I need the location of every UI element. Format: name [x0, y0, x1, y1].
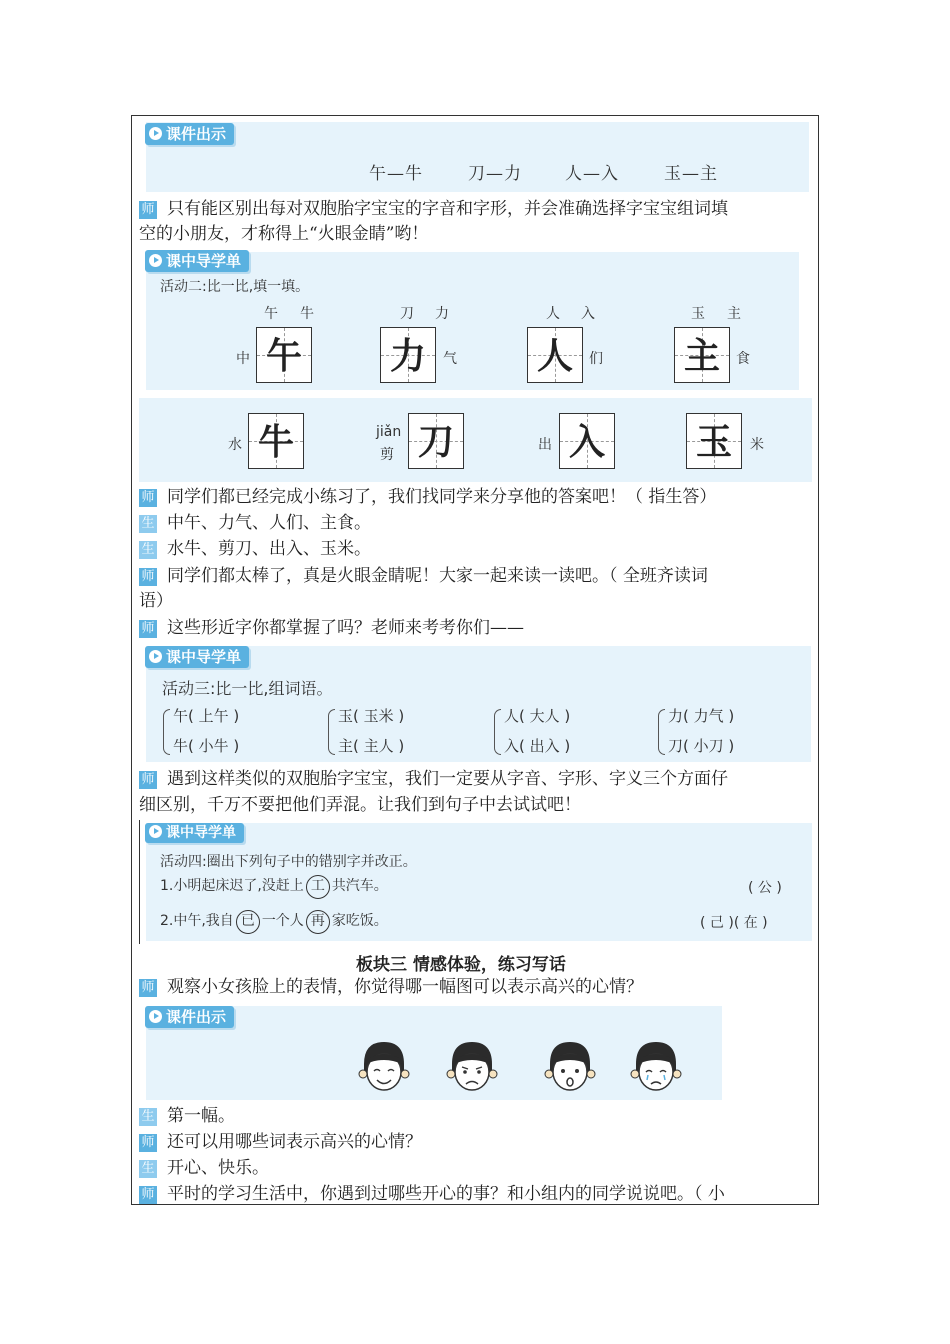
a2-pair3-a: 人 [546, 306, 560, 322]
face-crying-icon [630, 1038, 682, 1096]
student-role-icon: 生 [139, 1160, 157, 1178]
guide-badge-2: 课中导学单 [145, 646, 249, 668]
activity4-answer-2: ( 己 )( 在 ) [700, 915, 768, 931]
teacher-line-3: 师 观察小女孩脸上的表情，你觉得哪一幅图可以表示高兴的心情？ [139, 975, 643, 999]
brace [658, 709, 665, 755]
activity4-sentence-1: 1.小明起床迟了,没赶上 工 共汽车。 [160, 874, 388, 899]
a2-r1-right-2: 气 [443, 351, 457, 367]
a3-g1-r2: 牛( 小牛 ) [173, 737, 240, 755]
tianzige-box: 力 [380, 327, 436, 383]
dialogue1-line-3: 生 水牛、剪刀、出入、玉米。 [139, 537, 371, 561]
a3-g4-r2: 刀( 小刀 ) [668, 737, 735, 755]
teacher-role-icon: 师 [139, 979, 157, 997]
tianzige-box: 人 [527, 327, 583, 383]
teacher-line-2: 师 遇到这样类似的双胞胎字宝宝，我们一定要从字音、字形、字义三个方面仔 [139, 767, 728, 791]
a2-r1-right-3: 们 [589, 351, 603, 367]
dialogue1-line-5: 语） [139, 591, 173, 611]
tianzige-box: 刀 [408, 413, 464, 469]
a2-pair2-b: 力 [435, 306, 449, 322]
a3-group-3 [494, 705, 634, 757]
pair-display-1: 午—牛 [369, 164, 423, 184]
pair-display-3: 人—入 [565, 164, 619, 184]
error-circle: 再 [306, 910, 330, 934]
dialogue2-line-1: 生 第一幅。 [139, 1104, 235, 1128]
a3-g3-r1: 人( 大人 ) [504, 707, 571, 725]
teacher-role-icon: 师 [139, 620, 157, 638]
a2-r2-pinyin-2: jiǎn [376, 424, 402, 440]
guide-badge-3: 课中导学单 [145, 823, 244, 843]
activity4-answer-1: ( 公 ) [748, 880, 782, 896]
a3-g1-r1: 午( 上午 ) [173, 707, 240, 725]
error-circle: 工 [306, 875, 330, 899]
a2-pair4-b: 主 [727, 306, 741, 322]
courseware-badge-2: 课件出示 [145, 1006, 234, 1028]
tianzige-box: 午 [256, 327, 312, 383]
dialogue1-line-6: 师 这些形近字你都掌握了吗？老师来考考你们—— [139, 616, 524, 640]
activity4-title: 活动四:圈出下列句子中的错别字并改正。 [160, 854, 417, 870]
section-title: 板块三 情感体验，练习写话 [356, 955, 566, 975]
face-happy-icon [358, 1038, 410, 1096]
brace [328, 709, 335, 755]
a3-g2-r2: 主( 主人 ) [338, 737, 405, 755]
tianzige-box: 主 [674, 327, 730, 383]
face-sad-icon [446, 1038, 498, 1096]
tianzige-box: 入 [559, 413, 615, 469]
activity4-left-rule [139, 820, 140, 944]
brace [494, 709, 501, 755]
courseware-badge-1: 课件出示 [145, 123, 234, 145]
activity2-title: 活动二:比一比,填一填。 [160, 279, 310, 295]
dialogue2-line-2: 师 还可以用哪些词表示高兴的心情？ [139, 1130, 422, 1154]
a2-pair4-a: 玉 [691, 306, 705, 322]
pair-display-2: 刀—力 [468, 164, 522, 184]
a3-g2-r1: 玉( 玉米 ) [338, 707, 405, 725]
a3-group-4 [658, 705, 798, 757]
a2-r2-left-2: 剪 [380, 447, 394, 463]
a3-group-2 [328, 705, 468, 757]
dialogue2-line-4: 师 平时的学习生活中，你遇到过哪些开心的事？和小组内的同学说说吧。（ 小 [139, 1182, 725, 1206]
teacher-role-icon: 师 [139, 1134, 157, 1152]
face-surprised-icon [544, 1038, 596, 1096]
student-role-icon: 生 [139, 541, 157, 559]
activity4-sentence-2: 2.中午,我自 已 一个人 再 家吃饭。 [160, 909, 388, 934]
a2-r1-right-4: 食 [736, 351, 750, 367]
tianzige-box: 玉 [686, 413, 742, 469]
a3-g4-r1: 力( 力气 ) [668, 707, 735, 725]
guide-badge-1: 课中导学单 [145, 250, 249, 272]
teacher-line-2-cont: 细区别，千万不要把他们弄混。让我们到句子中去试试吧！ [139, 795, 581, 815]
a2-r2-right-4: 米 [750, 437, 764, 453]
play-icon [149, 650, 162, 663]
a2-r2-left-1: 水 [228, 437, 242, 453]
teacher-role-icon: 师 [139, 201, 157, 219]
teacher-line-1-cont: 空的小朋友，才称得上“火眼金睛”哟！ [139, 224, 429, 244]
a2-pair1-b: 牛 [300, 306, 314, 322]
dialogue1-line-2: 生 中午、力气、人们、主食。 [139, 511, 371, 535]
a2-pair1-a: 午 [264, 306, 278, 322]
teacher-role-icon: 师 [139, 489, 157, 507]
play-icon [149, 1010, 162, 1023]
dialogue2-line-3: 生 开心、快乐。 [139, 1156, 269, 1180]
play-icon [149, 254, 162, 267]
student-role-icon: 生 [139, 1108, 157, 1126]
error-circle: 已 [236, 910, 260, 934]
a2-pair2-a: 刀 [400, 306, 414, 322]
teacher-role-icon: 师 [139, 1186, 157, 1204]
activity3-title: 活动三:比一比,组词语。 [162, 679, 333, 698]
a2-r1-left-1: 中 [236, 351, 250, 367]
play-icon [149, 127, 162, 140]
teacher-role-icon: 师 [139, 771, 157, 789]
tianzige-box: 牛 [248, 413, 304, 469]
teacher-line-1: 师 只有能区别出每对双胞胎字宝宝的字音和字形，并会准确选择字宝宝组词填 [139, 197, 728, 221]
a2-r2-left-3: 出 [538, 437, 552, 453]
a2-pair3-b: 入 [581, 306, 595, 322]
teacher-role-icon: 师 [139, 568, 157, 586]
pair-display-4: 玉—主 [664, 164, 718, 184]
brace [163, 709, 170, 755]
dialogue1-line-1: 师 同学们都已经完成小练习了，我们找同学来分享他的答案吧！（ 指生答） [139, 485, 716, 509]
a3-g3-r2: 入( 出入 ) [504, 737, 571, 755]
a3-group-1 [163, 705, 303, 757]
student-role-icon: 生 [139, 515, 157, 533]
dialogue1-line-4: 师 同学们都太棒了，真是火眼金睛呢！大家一起来读一读吧。（ 全班齐读词 [139, 564, 708, 588]
play-icon [149, 825, 162, 838]
